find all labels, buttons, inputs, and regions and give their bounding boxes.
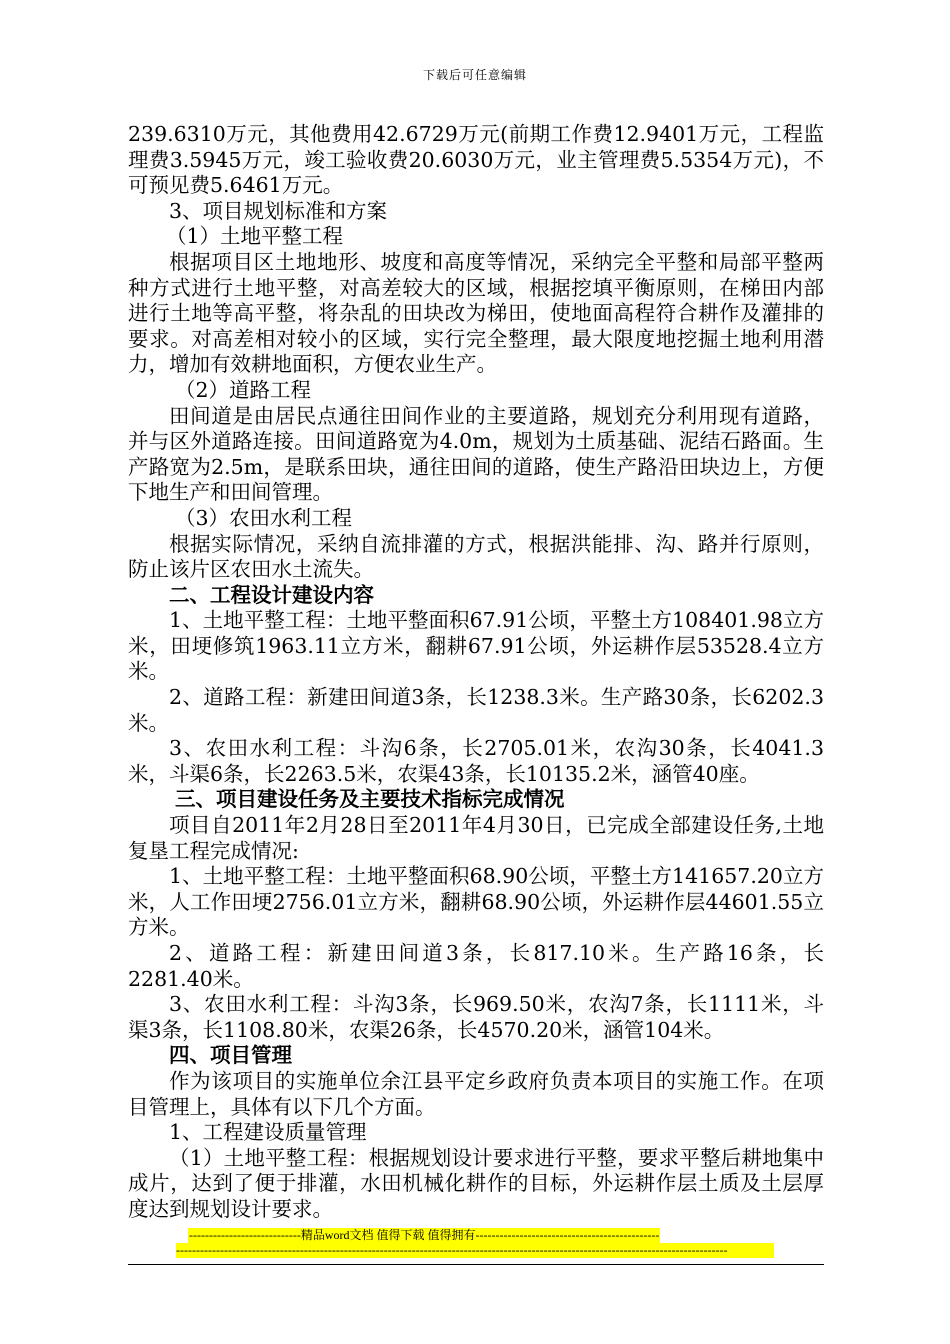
paragraph-irrigation: 根据实际情况，采纳自流排灌的方式，根据洪能排、沟、路并行原则，防止该片区农田水土流失。 xyxy=(128,531,824,582)
paragraph-design-irrigation: 3、农田水利工程：斗沟6条，长2705.01米，农沟30条，长4041.3米，斗渠6条，长2263.5米，农渠43条，长10135.2米，涵管40座。 xyxy=(128,736,824,786)
paragraph-management-intro: 作为该项目的实施单位余江县平定乡政府负责本项目的实施工作。在项目管理上，具体有以下几个方面。 xyxy=(128,1068,824,1119)
paragraph-design-road: 2、道路工程：新建田间道3条，长1238.3米。生产路30条，长6202.3米。 xyxy=(128,685,824,735)
paragraph-land-leveling: 根据项目区土地地形、坡度和高度等情况，采纳完全平整和局部平整两种方式进行土地平整，对高差较大的区域，根据挖填平衡原则，在梯田内部进行土地等高平整，将杂乱的田块改为梯田，使地面高程符合耕作及灌排的要求。对高差相对较小的区域，实行完全整理，最大限度地挖掘土地利用潜力，增加有效耕地面积，方便农业生产。 xyxy=(128,249,824,377)
section-heading-completion: 三、项目建设任务及主要技术指标完成情况 xyxy=(175,787,565,812)
footer-banner xyxy=(176,1228,774,1258)
paragraph-quality-land: （1）土地平整工程：根据规划设计要求进行平整，要求平整后耕地集中成片，达到了便于排灌，水田机械化耕作的目标，外运耕作层土质及土层厚度达到规划设计要求。 xyxy=(128,1145,824,1221)
page-header-note: 下载后可任意编辑 xyxy=(422,68,527,82)
subheading-irrigation: （3）农田水利工程 xyxy=(175,505,353,530)
subheading-road: （2）道路工程 xyxy=(175,377,312,402)
footer-banner-line1: ----------------------------精品word文档 值得下载 值得拥有---------------------------------------------- xyxy=(189,1228,660,1242)
paragraph-completion-irrigation: 3、农田水利工程：斗沟3条，长969.50米，农沟7条，长1111米，斗渠3条，长1108.80米，农渠26条，长4570.20米，涵管104米。 xyxy=(128,992,824,1042)
paragraph-design-land: 1、土地平整工程：土地平整面积67.91公顷，平整土方108401.98立方米，田埂修筑1963.11立方米，翻耕67.91公顷，外运耕作层53528.4立方米。 xyxy=(128,608,824,684)
heading-quality-management: 1、工程建设质量管理 xyxy=(169,1120,367,1145)
subheading-land-leveling: （1）土地平整工程 xyxy=(166,224,344,249)
paragraph-completion-intro: 项目自2011年2月28日至2011年4月30日，已完成全部建设任务,土地复垦工程完成情况: xyxy=(128,813,824,863)
document-body xyxy=(128,122,824,1223)
section-heading-design: 二、工程设计建设内容 xyxy=(169,582,374,607)
heading-planning-standards: 3、项目规划标准和方案 xyxy=(169,198,388,223)
paragraph-cost-continuation: 239.6310万元，其他费用42.6729万元(前期工作费12.9401万元，工程监理费3.5945万元，竣工验收费20.6030万元，业主管理费5.5354万元)，不可预见费5.6461万元。 xyxy=(128,122,824,198)
paragraph-completion-road: 2、道路工程：新建田间道3条，长817.10米。生产路16条，长2281.40米。 xyxy=(128,941,824,991)
paragraph-road: 田间道是由居民点通往田间作业的主要道路，规划充分利用现有道路，并与区外道路连接。田间道路宽为4.0m，规划为土质基础、泥结石路面。生产路宽为2.5m，是联系田块，通往田间的道路，使生产路沿田块边上，方便下地生产和田间管理。 xyxy=(128,403,824,505)
footer-divider xyxy=(128,1264,824,1265)
paragraph-completion-land: 1、土地平整工程：土地平整面积68.90公顷，平整土方141657.20立方米，人工作田埂2756.01立方米，翻耕68.90公顷，外运耕作层44601.55立方米。 xyxy=(128,864,824,940)
footer-banner-line2: ------------------------------------------------------------------------------------------------------------------------------------------ xyxy=(176,1243,774,1258)
section-heading-management: 四、项目管理 xyxy=(169,1043,292,1068)
